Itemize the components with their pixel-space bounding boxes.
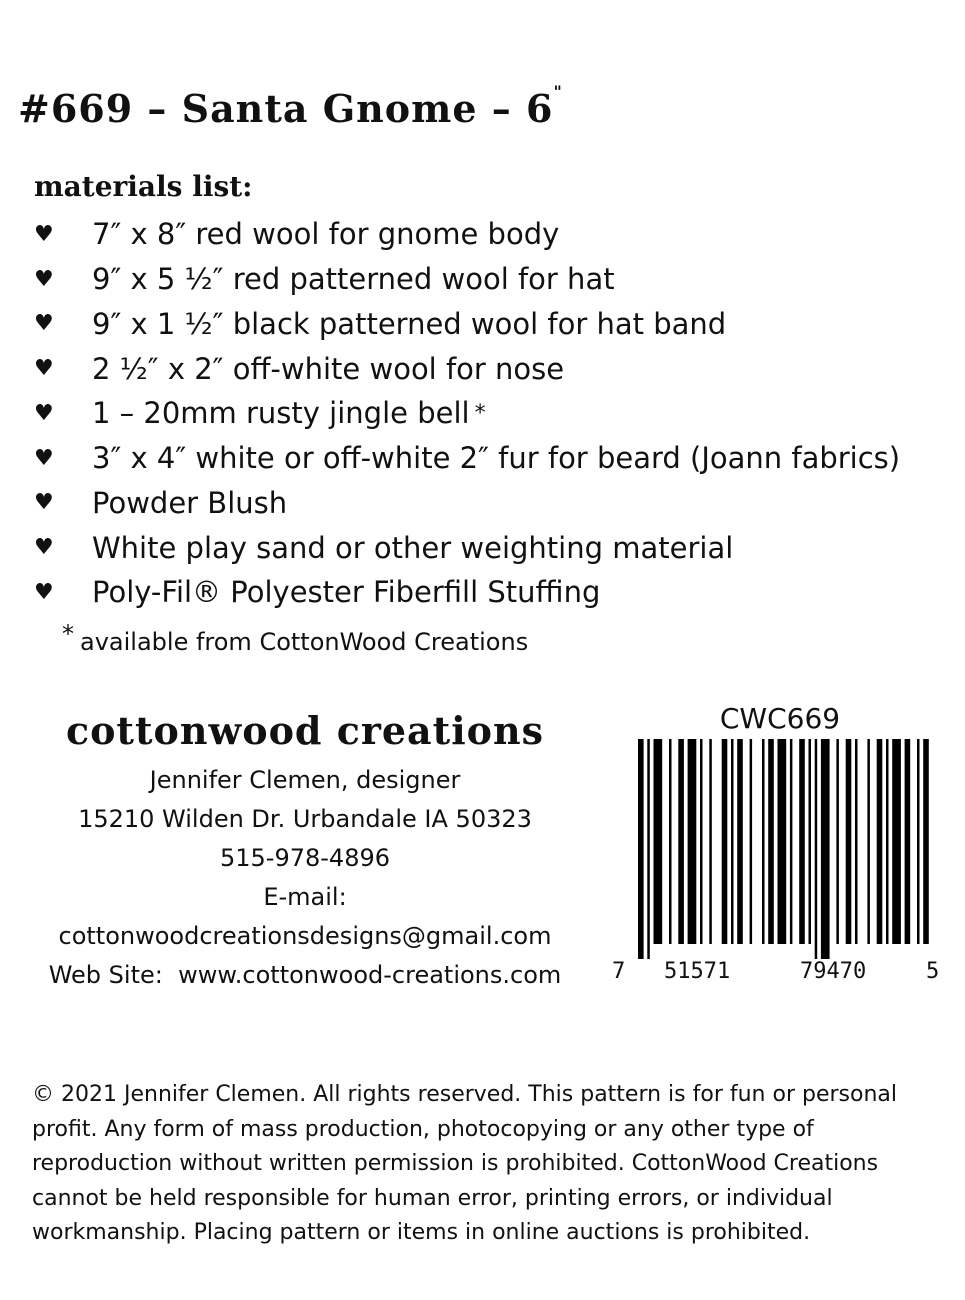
barcode-bar xyxy=(709,739,712,944)
address-line: 15210 Wilden Dr. Urbandale IA 50323 xyxy=(78,805,532,833)
barcode-bar xyxy=(923,739,929,944)
brand-name: cottonwood creations xyxy=(65,708,545,753)
material-text: Poly-Fil® Polyester Fiberfill Stuffing xyxy=(92,575,601,610)
website-label: Web Site: xyxy=(48,961,163,989)
email-label: E-mail: xyxy=(263,883,347,911)
barcode-bar xyxy=(886,739,889,944)
list-item xyxy=(34,570,900,615)
heart-icon: ♥ xyxy=(34,311,54,337)
barcode-guard-bar xyxy=(815,739,818,959)
material-text: 9″ x 5 ½″ red patterned wool for hat xyxy=(92,262,615,297)
barcode-bar xyxy=(877,739,883,944)
barcode-bar xyxy=(768,739,774,944)
heart-icon: ♥ xyxy=(34,221,54,247)
designer-line: Jennifer Clemen, designer xyxy=(149,766,461,794)
barcode-bar xyxy=(678,739,684,944)
material-text: Powder Blush xyxy=(92,485,288,520)
material-text: 1 – 20mm rusty jingle bell xyxy=(92,396,470,431)
barcode-bar xyxy=(917,739,920,944)
website-link[interactable]: www.cottonwood-creations.com xyxy=(178,961,562,989)
pattern-title xyxy=(18,82,563,131)
list-item xyxy=(34,525,900,570)
barcode-bar xyxy=(669,739,672,944)
material-text: 2 ½″ x 2″ off-white wool for nose xyxy=(92,351,565,386)
title-inch-mark: " xyxy=(553,82,563,101)
barcode-bar xyxy=(855,739,858,944)
barcode-bar xyxy=(799,739,805,944)
barcode-bar xyxy=(905,739,911,944)
list-item xyxy=(34,257,900,302)
heart-icon: ♥ xyxy=(34,445,54,471)
email-address[interactable]: cottonwoodcreationsdesigns@gmail.com xyxy=(58,922,552,950)
phone-line: 515-978-4896 xyxy=(219,844,390,872)
pattern-title-text: #669 – Santa Gnome – 6 xyxy=(18,86,554,131)
barcode-bar xyxy=(762,739,765,944)
material-text: White play sand or other weighting material xyxy=(92,530,734,565)
copyright-notice: © 2021 Jennifer Clemen. All rights reserved. This pattern is for fun or personal profit. Any form of mass production, photocopying or any other type of reproduction without written permission is prohibited. CottonWood Creations cannot be held responsible for human error, printing errors, or individual workmanship. Placing pattern or items in online auctions is prohibited. xyxy=(32,1082,897,1245)
barcode-guard-bar xyxy=(638,739,644,959)
barcode-bar xyxy=(750,739,753,944)
barcode-bar xyxy=(700,739,703,944)
barcode-bar xyxy=(867,739,870,944)
barcode-bar xyxy=(892,739,901,944)
material-text: 9″ x 1 ½″ black patterned wool for hat band xyxy=(92,306,727,341)
list-item xyxy=(34,481,900,526)
heart-icon: ♥ xyxy=(34,579,54,605)
barcode-bar xyxy=(790,739,793,944)
barcode-bar xyxy=(731,739,734,944)
heart-icon: ♥ xyxy=(34,490,54,516)
barcode-bar xyxy=(654,739,663,944)
barcode-bar xyxy=(836,739,839,944)
materials-list xyxy=(34,212,900,615)
barcode-digit-left: 7 xyxy=(612,959,626,984)
heart-icon: ♥ xyxy=(34,266,54,292)
availability-note xyxy=(62,620,529,656)
heart-icon: ♥ xyxy=(34,356,54,382)
list-item xyxy=(34,212,900,257)
barcode-guard-bar xyxy=(821,739,830,959)
website-line xyxy=(20,956,590,995)
note-text: available from CottonWood Creations xyxy=(80,628,529,656)
barcode-image xyxy=(612,739,942,959)
barcode-bar xyxy=(778,739,787,944)
list-item xyxy=(34,346,900,391)
note-star: * xyxy=(62,620,74,648)
materials-heading: materials list: xyxy=(34,170,253,203)
barcode-bar xyxy=(809,739,812,944)
barcode-label: CWC669 xyxy=(719,702,841,735)
barcode-bar xyxy=(688,739,697,944)
barcode-digit-right: 5 xyxy=(926,959,940,984)
material-text: 7″ x 8″ red wool for gnome body xyxy=(92,217,560,252)
list-item xyxy=(34,436,900,481)
barcode-digits xyxy=(612,959,942,989)
barcode-bar xyxy=(846,739,852,944)
barcode-bar xyxy=(737,739,743,944)
barcode-digits-group1: 51571 xyxy=(664,959,731,984)
barcode-block xyxy=(612,702,942,989)
contact-block xyxy=(20,708,590,995)
barcode-guard-bar xyxy=(647,739,650,959)
material-text: 3″ x 4″ white or off-white 2″ fur for beard (Joann fabrics) xyxy=(92,441,901,476)
list-item xyxy=(34,302,900,347)
list-item xyxy=(34,391,900,436)
heart-icon: ♥ xyxy=(34,400,54,426)
barcode-bar xyxy=(722,739,728,944)
heart-icon: ♥ xyxy=(34,535,54,561)
availability-star: * xyxy=(474,400,486,426)
barcode-digits-group2: 79470 xyxy=(800,959,867,984)
